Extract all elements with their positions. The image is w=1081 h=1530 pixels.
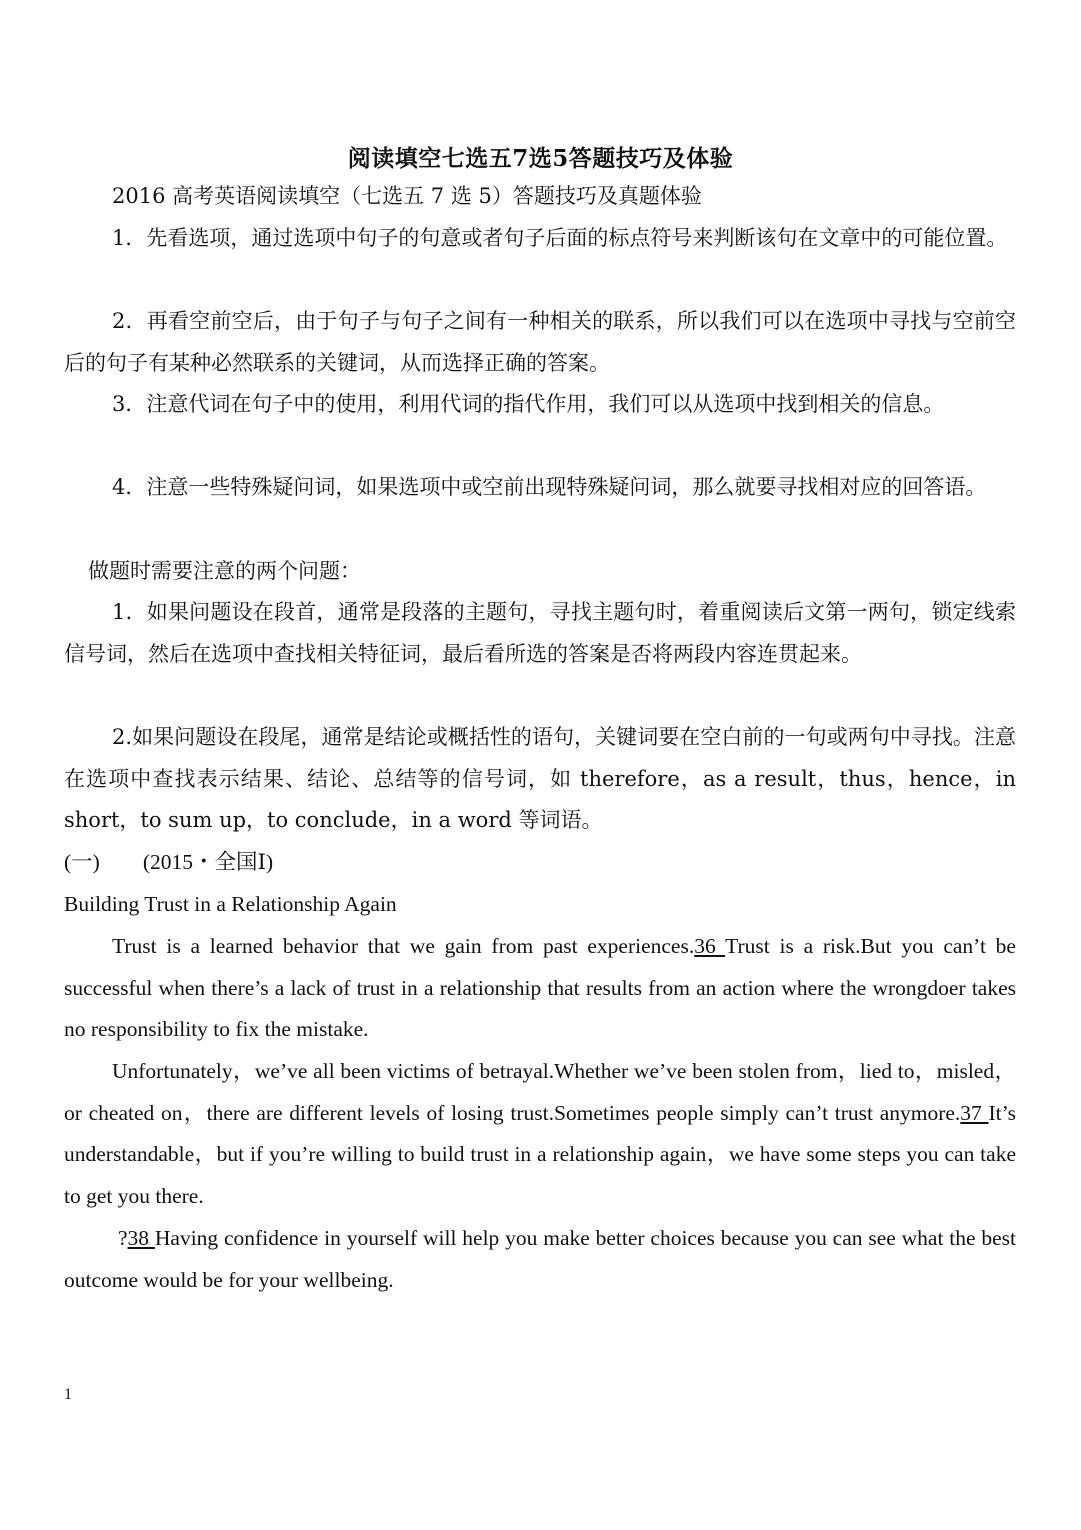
page-number: 1 (64, 1386, 72, 1403)
blank-36: 36 (694, 934, 726, 958)
paragraph-text: Trust is a learned behavior that we gain from past experiences. (112, 934, 695, 958)
blank-38: 38 (127, 1226, 155, 1250)
section-label: (一) (2015・全国Ⅰ) (64, 850, 274, 874)
note-2: 2.如果问题设在段尾，通常是结论或概括性的语句，关键词要在空白前的一句或两句中寻找。注意在选项中查找表示结果、结论、总结等的信号词，如 therefore，as a result，thus，hence，in short，to sum up，to conclude，in a word 等词语。 (64, 725, 1016, 833)
paragraph-text: Unfortunately，we’ve all been victims of betrayal.Whether we’ve been stolen from，lied to，misled，or cheated on，there are different levels of losing trust.Sometimes people simply can’t trust anymore. (64, 1059, 1016, 1125)
paragraph-text: It’s understandable，but if you’re willing to build trust in a relationship again，we have some steps you can take to get you there. (64, 1100, 1016, 1208)
passage-paragraph-2 (64, 1051, 1016, 1217)
paragraph-text: Having confidence in yourself will help you make better choices because you can see what the best outcome would be for your wellbeing. (64, 1226, 1016, 1292)
tip-4: 4．注意一些特殊疑问词，如果选项中或空前出现特殊疑问词，那么就要寻找相对应的回答语。 (112, 475, 987, 499)
passage-paragraph-1 (64, 926, 1016, 1051)
tip-3: 3．注意代词在句子中的使用，利用代词的指代作用，我们可以从选项中找到相关的信息。 (112, 392, 945, 416)
document-title: 阅读填空七选五7选5答题技巧及体验 (347, 145, 734, 172)
passage-paragraph-3 (64, 1218, 1016, 1301)
paragraph-text: Trust is a risk.But you can’t be successful when there’s a lack of trust in a relationship that results from an action where the wrongdoer takes no responsibility to fix the mistake. (64, 934, 1016, 1042)
passage-title: Building Trust in a Relationship Again (64, 892, 397, 916)
notes-heading: 做题时需要注意的两个问题： (88, 559, 361, 583)
note-1: 1．如果问题设在段首，通常是段落的主题句，寻找主题句时，着重阅读后文第一两句，锁定线索信号词，然后在选项中查找相关特征词，最后看所选的答案是否将两段内容连贯起来。 (64, 600, 1016, 666)
paragraph-prefix: ? (118, 1226, 128, 1250)
blank-37: 37 (960, 1100, 989, 1125)
subtitle: 2016 高考英语阅读填空（七选五 7 选 5）答题技巧及真题体验 (112, 184, 702, 208)
tip-2: 2．再看空前空后，由于句子与句子之间有一种相关的联系，所以我们可以在选项中寻找与空前空后的句子有某种必然联系的关键词，从而选择正确的答案。 (64, 309, 1016, 375)
tip-1: 1．先看选项，通过选项中句子的句意或者句子后面的标点符号来判断该句在文章中的可能位置。 (112, 226, 1008, 250)
